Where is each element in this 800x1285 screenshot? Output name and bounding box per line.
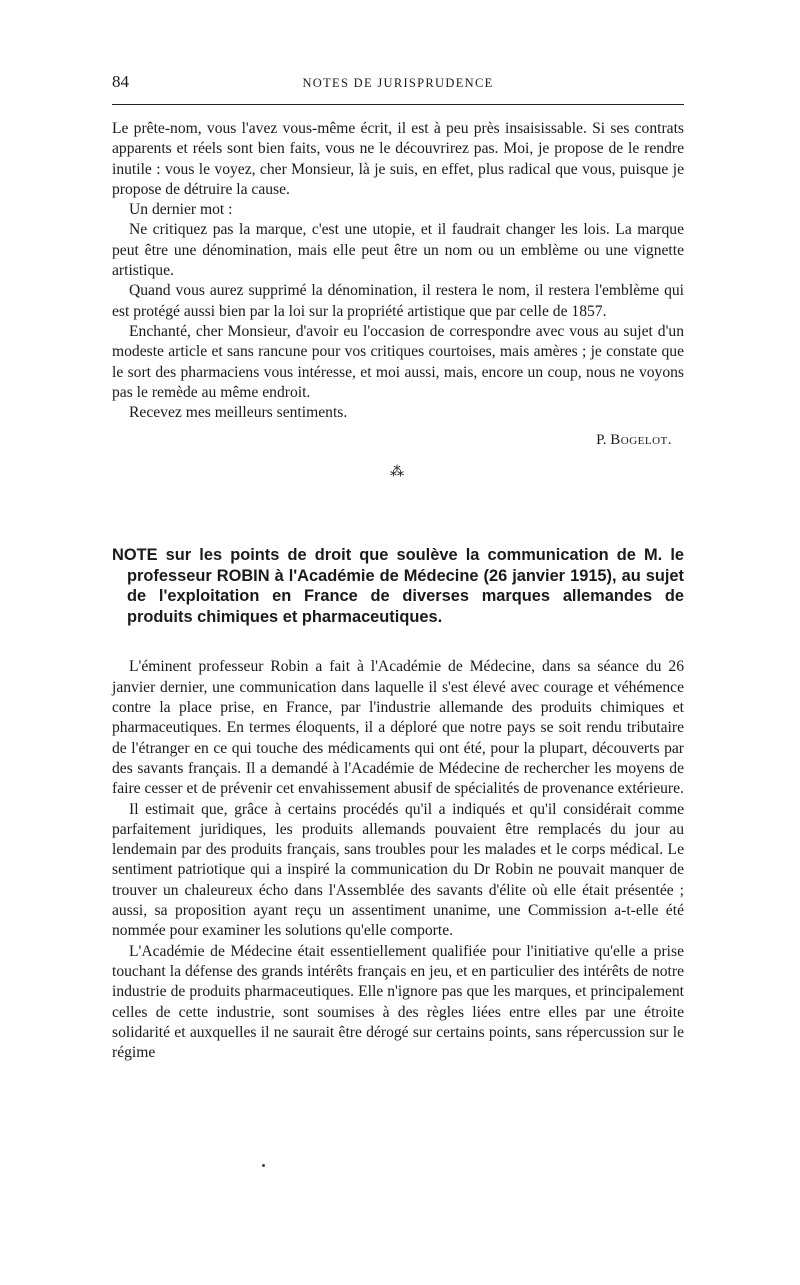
- section-paragraph: L'Académie de Médecine était essentiellement qualifiée pour l'initiative qu'elle a prise touchant la défense des grands intérêts français en jeu, et en particulier des intérêts de notre industrie de produits pharmaceutiques. Elle n'ignore pas que les marques, et principalement celles de cette industrie, sont soumises à des règles liées entre elles par une étroite solidarité et auxquelles il ne saurait être dérogé sur certains points, sans répercussion sur le régime: [112, 942, 684, 1062]
- signature: [112, 432, 684, 449]
- section-paragraph: L'éminent professeur Robin a fait à l'Académie de Médecine, dans sa séance du 26 janvier dernier, une communication dans laquelle il s'est élevé avec courage et véhémence contre la place prise, en France, par l'industrie allemande des produits chimiques et pharmaceutiques. En termes éloquents, il a déploré que notre pays se soit rendu tributaire de l'étranger en ce qui touche des médicaments qui ont été, pour la plupart, découverts par des savants français. Il a demandé à l'Académie de Médecine de rechercher les moyens de faire cesser et de prévenir cet envahissement abusif de spécialités de provenance extérieure.: [112, 658, 684, 798]
- page-number: 84: [112, 72, 129, 91]
- letter-paragraph: Le prête-nom, vous l'avez vous-même écrit, il est à peu près insaisissable. Si ses contrats apparents et réels sont bien faits, vous ne le découvrirez pas. Moi, je propose de le rendre inutile : vous le voyez, cher Monsieur, là je suis, en effet, plus radical que vous, puisque je propose de détruire la cause.: [112, 120, 684, 198]
- page-header: [112, 68, 684, 98]
- section-paragraph: Il estimait que, grâce à certains procédés qu'il a indiqués et qu'il considérait comme parfaitement juridiques, les produits allemands pouvaient être remplacés du jour au lendemain par des produits français, sans troubles pour les malades et le corps médical. Le sentiment patriotique qui a inspiré la communication du Dr Robin ne pouvait manquer de trouver un chaleureux écho dans l'Assemblée des savants d'élite où elle était présentée ; aussi, sa proposition ayant reçu un assentiment unanime, une Commission a-t-elle été nommée pour examiner les solutions qu'elle comporte.: [112, 800, 684, 940]
- asterism-separator: ⁂: [390, 465, 406, 481]
- letter-section: [112, 119, 684, 449]
- letter-paragraph: Quand vous aurez supprimé la dénomination, il restera le nom, il restera l'emblème qui est protégé aussi bien par la loi sur la propriété artistique que par celle de 1857.: [112, 282, 684, 320]
- letter-paragraph: Recevez mes meilleurs sentiments.: [129, 404, 348, 422]
- running-title: NOTES DE JURISPRUDENCE: [302, 76, 494, 90]
- section-body: [112, 657, 684, 1063]
- document-page: [112, 68, 684, 1063]
- letter-paragraph: Ne critiquez pas la marque, c'est une utopie, et il faudrait changer les lois. La marque peut être une dénomination, mais elle peut être un nom ou un emblème ou une vignette artistique.: [112, 221, 684, 280]
- section-title: NOTE sur les points de droit que soulève la communication de M. le professeur ROBIN à l'Académie de Médecine (26 janvier 1915), au sujet de l'exploitation en France de diverses marques allemandes de produits chimiques et pharmaceutiques.: [112, 546, 684, 626]
- header-rule: [112, 104, 684, 105]
- signature-name: Bogelot.: [610, 432, 672, 449]
- signature-initial: P.: [596, 432, 607, 449]
- letter-paragraph: Un dernier mot :: [129, 201, 233, 219]
- page-speck: [262, 1164, 265, 1167]
- letter-paragraph: Enchanté, cher Monsieur, d'avoir eu l'occasion de correspondre avec vous au sujet d'un modeste article et sans rancune pour vos critiques courtoises, mais amères ; je constate que le sort des pharmaciens vous intéresse, et moi aussi, mais, encore un coup, nous ne voyons pas le remède au même endroit.: [112, 322, 684, 401]
